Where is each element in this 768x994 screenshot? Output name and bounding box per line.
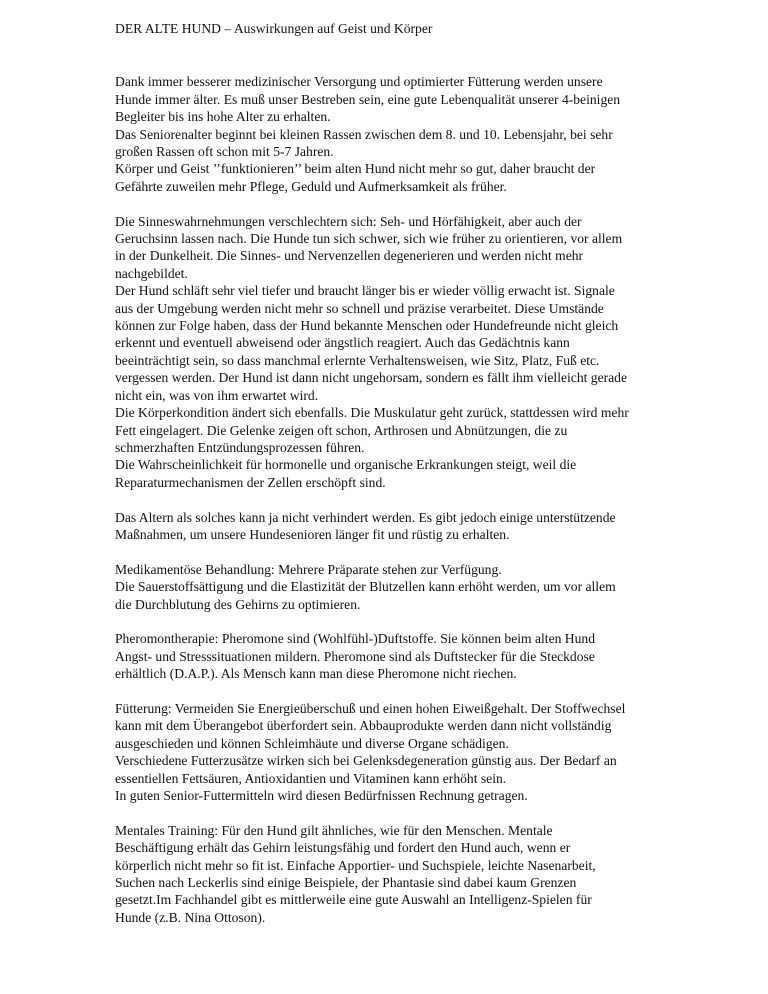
text-line: Hunde immer älter. Es muß unser Bestreben sein, eine gute Lebenqualität unserer 4-beinigen xyxy=(115,91,621,107)
text-line: Suchen nach Leckerlis sind einige Beispiele, der Phantasie sind dabei kaum Grenzen xyxy=(115,875,577,890)
text-line: essentiellen Fettsäuren, Antioxidantien und Vitaminen kann erhöht sein. xyxy=(115,770,507,786)
paragraph xyxy=(115,700,670,804)
text-line: Das Altern als solches kann ja nicht verhindert werden. Es gibt jedoch einige unterstützende xyxy=(115,509,616,525)
text-line: kann mit dem Überangebot überfordert sein. Abbauprodukte werden dann nicht vollständig xyxy=(115,718,612,734)
text-line: Die Wahrscheinlichkeit für hormonelle und organische Erkrankungen steigt, weil die xyxy=(115,457,577,473)
paragraph xyxy=(115,213,670,492)
document-page xyxy=(115,20,670,944)
text-line: erkennt und eventuell abweisend oder ängstlich reagiert. Auch das Gedächtnis kann xyxy=(115,335,570,351)
text-line: ausgeschieden und können Schleimhäute und diverse Organe schädigen. xyxy=(115,735,509,751)
text-line: Das Seniorenalter beginnt bei kleinen Rassen zwischen dem 8. und 10. Lebensjahr, bei sehr xyxy=(115,126,613,142)
text-line: nicht ein, was von ihm erwartet wird. xyxy=(115,387,319,403)
text-line: Die Sauerstoffsättigung und die Elastizität der Blutzellen kann erhöht werden, um vor allem xyxy=(115,579,616,595)
text-line: Die Körperkondition ändert sich ebenfalls. Die Muskulatur geht zurück, stattdessen wird mehr xyxy=(115,405,629,421)
text-line: körperlich nicht mehr so fit ist. Einfache Apportier- und Suchspiele, leichte Nasenarbeit, xyxy=(115,857,596,873)
text-line: nachgebildet. xyxy=(115,265,188,281)
text-line: vergessen werden. Der Hund ist dann nicht ungehorsam, sondern es fällt ihm vielleicht gerade xyxy=(115,370,628,386)
text-line: Verschiedene Futterzusätze wirken sich bei Gelenksdegeneration günstig aus. Der Bedarf an xyxy=(115,753,617,769)
text-line: in der Dunkelheit. Die Sinnes- und Nervenzellen degenerieren und werden nicht mehr xyxy=(115,248,584,264)
text-line: Dank immer besserer medizinischer Versorgung und optimierter Fütterung werden unsere xyxy=(115,74,603,90)
text-line: Gefährte zuweilen mehr Pflege, Geduld und Aufmerksamkeit als früher. xyxy=(115,178,507,194)
document-title: DER ALTE HUND – Auswirkungen auf Geist und Körper xyxy=(115,21,433,36)
text-line: großen Rassen oft schon mit 5-7 Jahren. xyxy=(115,144,334,160)
text-line: Die Sinneswahrnehmungen verschlechtern sich: Seh- und Hörfähigkeit, aber auch der xyxy=(115,213,582,229)
text-line: beeinträchtigt sein, so dass manchmal erlernte Verhaltensweisen, wie Sitz, Platz, Fuß etc. xyxy=(115,352,600,368)
text-line: Fütterung: Vermeiden Sie Energieüberschuß und einen hohen Eiweißgehalt. Der Stoffwechsel xyxy=(115,700,626,716)
text-line: Der Hund schläft sehr viel tiefer und braucht länger bis er wieder völlig erwacht ist. Signale xyxy=(115,283,615,299)
text-line: Medikamentöse Behandlung: Mehrere Präparate stehen zur Verfügung. xyxy=(115,561,502,577)
paragraph xyxy=(115,822,670,926)
text-line: erhältlich (D.A.P.). Als Mensch kann man diese Pheromone nicht riechen. xyxy=(115,666,517,682)
document-body xyxy=(115,73,670,926)
text-line: gesetzt.Im Fachhandel gibt es mittlerweile eine gute Auswahl an Intelligenz-Spielen für xyxy=(115,892,592,908)
text-line: schmerzhaften Entzündungsprozessen führen. xyxy=(115,439,365,455)
paragraph xyxy=(115,73,670,195)
text-line: Fett eingelagert. Die Gelenke zeigen oft schon, Arthrosen und Abnützungen, die zu xyxy=(115,422,568,438)
paragraph xyxy=(115,561,670,613)
text-line: Geruchsinn lassen nach. Die Hunde tun sich schwer, sich wie früher zu orientieren, vor allem xyxy=(115,231,623,247)
text-line: Begleiter bis ins hohe Alter zu erhalten. xyxy=(115,109,331,125)
paragraph xyxy=(115,509,670,544)
text-line: aus der Umgebung werden nicht mehr so schnell und präzise verarbeitet. Diese Umstände xyxy=(115,300,604,316)
text-line: die Durchblutung des Gehirns zu optimieren. xyxy=(115,596,361,612)
text-line: Pheromontherapie: Pheromone sind (Wohlfühl-)Duftstoffe. Sie können beim alten Hund xyxy=(115,631,596,647)
text-line: Mentales Training: Für den Hund gilt ähnliches, wie für den Menschen. Mentale xyxy=(115,822,553,838)
text-line: Angst- und Stresssituationen mildern. Pheromone sind als Duftstecker für die Steckdose xyxy=(115,648,595,664)
text-line: Beschäftigung erhält das Gehirn leistungsfähig und fordert den Hund auch, wenn er xyxy=(115,840,571,856)
text-line: Reparaturmechanismen der Zellen erschöpft sind. xyxy=(115,474,386,490)
paragraph xyxy=(115,630,670,682)
text-line: Maßnahmen, um unsere Hundesenioren länger fit und rüstig zu erhalten. xyxy=(115,526,510,542)
text-line: Körper und Geist ’’funktionieren’’ beim alten Hund nicht mehr so gut, daher braucht der xyxy=(115,161,596,177)
text-line: können zur Folge haben, dass der Hund bekannte Menschen oder Hundefreunde nicht gleich xyxy=(115,318,619,334)
text-line: Hunde (z.B. Nina Ottoson). xyxy=(115,909,266,925)
text-line: In guten Senior-Futtermitteln wird diesen Bedürfnissen Rechnung getragen. xyxy=(115,787,528,803)
